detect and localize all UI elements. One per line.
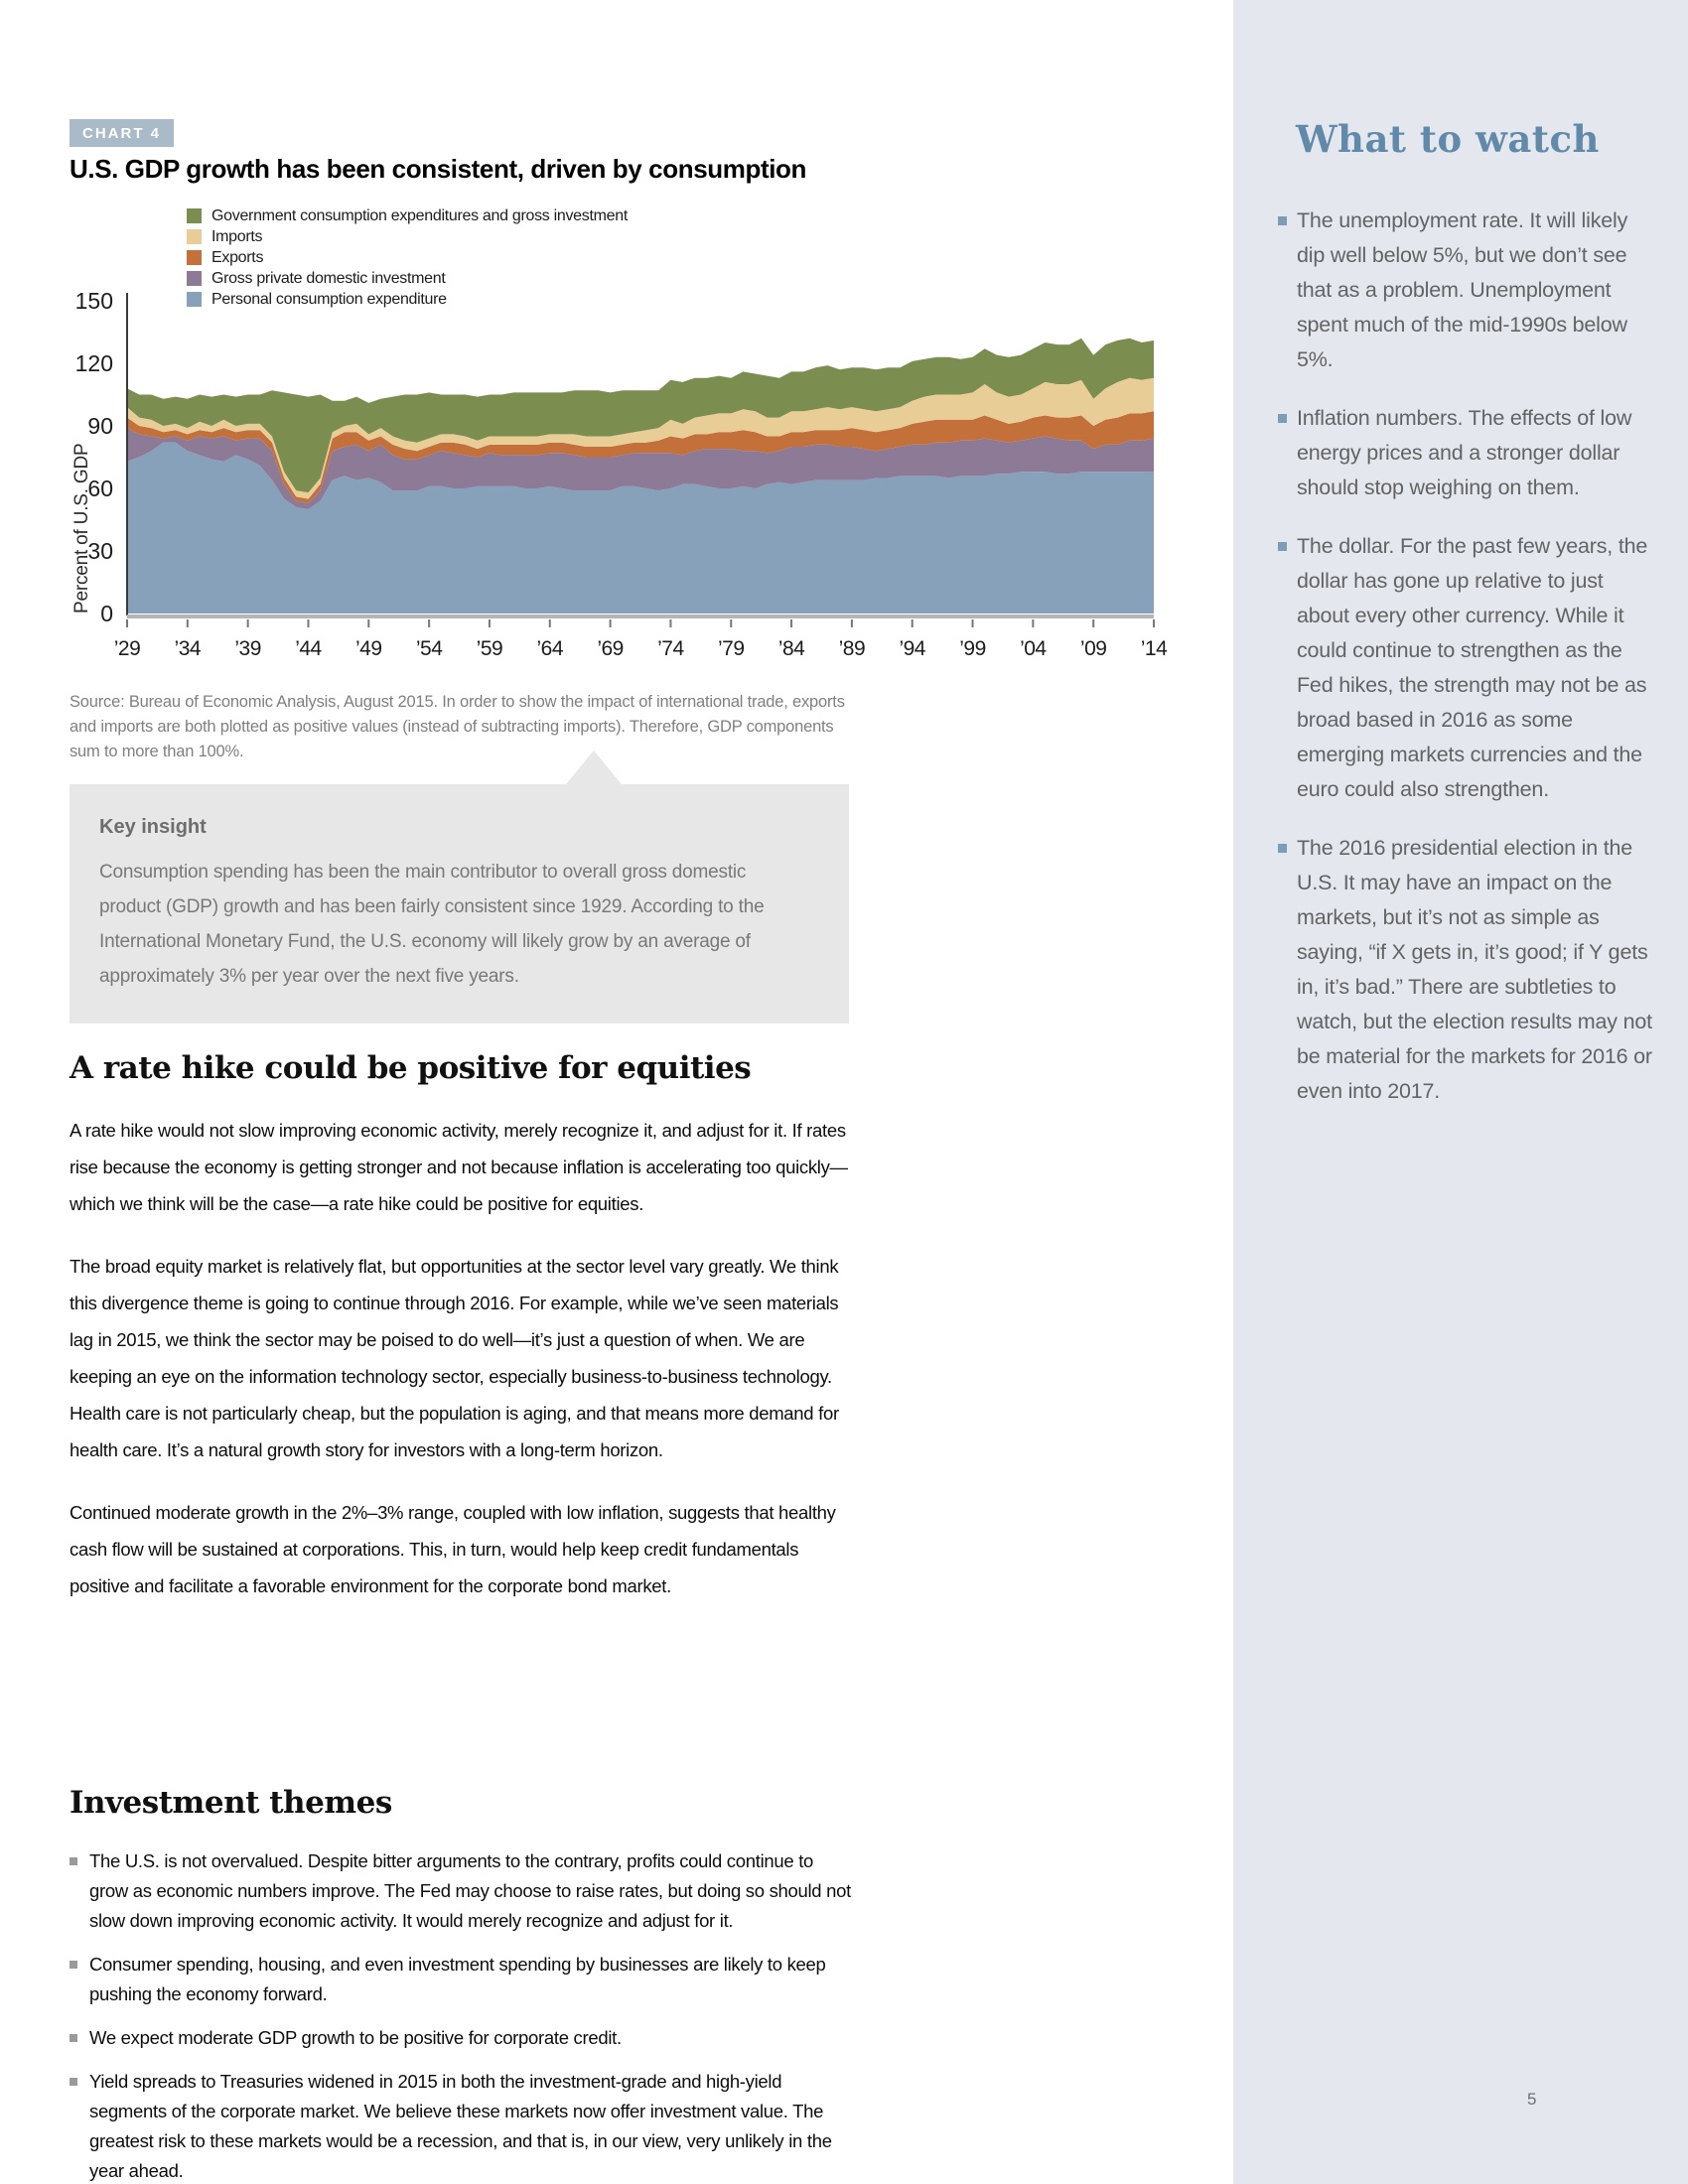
legend-swatch-icon [187, 250, 202, 265]
what-to-watch-sidebar [1233, 0, 1688, 2184]
body-paragraph: Continued moderate growth in the 2%–3% range, coupled with low inflation, suggests that healthy cash flow will be sustained at corporations. This, in turn, would help keep credit fundamentals positive and facilitate a favorable environment for the corporate bond market. [70, 1502, 836, 1596]
legend-swatch-icon [187, 208, 202, 223]
section-paragraphs [70, 1112, 854, 1604]
sidebar-list-item: The dollar. For the past few years, the dollar has gone up relative to just about every other currency. While it could continue to strengthen as the Fed hikes, the strength may not be as broad based in 2016 as some emerging markets currencies and the euro could also strengthen. [1278, 529, 1653, 807]
y-tick-label: 90 [87, 413, 113, 439]
legend-label: Exports [211, 248, 264, 266]
bullet-square-icon [70, 1961, 77, 1969]
legend-item-gross-private-investment [187, 268, 628, 289]
bullet-square-icon [1278, 542, 1287, 551]
sidebar-list-item: Inflation numbers. The effects of low energy prices and a stronger dollar should stop weighing on them. [1278, 401, 1653, 505]
chart-title: U.S. GDP growth has been consistent, driven by consumption [70, 154, 806, 184]
x-tick-label: ’44 [295, 637, 322, 660]
section-investment-themes [70, 1785, 854, 2184]
bullet-square-icon [70, 2034, 77, 2042]
legend-item-exports [187, 247, 628, 268]
legend-label: Government consumption expenditures and gross investment [211, 206, 628, 224]
theme-bullet-item: Consumer spending, housing, and even investment spending by businesses are likely to keep pushing the economy forward. [70, 1950, 854, 2009]
legend-label: Imports [211, 227, 263, 245]
bullet-square-icon [1278, 216, 1287, 225]
x-tick-label: ’09 [1079, 637, 1107, 660]
body-paragraph: A rate hike would not slow improving economic activity, merely recognize it, and adjust for it. If rates rise because the economy is getting stronger and not because inflation is accelerating too quickly—which we think will be the case—a rate hike could be positive for equities. [70, 1120, 848, 1214]
legend-swatch-icon [187, 271, 202, 286]
x-tick-label: ’89 [838, 637, 866, 660]
x-tick-label: ’34 [174, 637, 202, 660]
legend-label: Personal consumption expenditure [211, 290, 447, 308]
callout-notch [566, 751, 622, 784]
key-insight-box [70, 784, 849, 1024]
section-heading: A rate hike could be positive for equities [70, 1050, 752, 1086]
x-tick-label: ’59 [476, 637, 503, 660]
sidebar-bullet-list [1278, 204, 1653, 1133]
section-heading: Investment themes [70, 1785, 392, 1821]
y-tick-label: 60 [87, 476, 113, 501]
theme-bullet-item: The U.S. is not overvalued. Despite bitter arguments to the contrary, profits could continue to grow as economic numbers improve. The Fed may choose to raise rates, but doing so should not slow down improving economic activity. It would merely recognize and adjust for it. [70, 1846, 854, 1936]
themes-bullet-list [70, 1846, 854, 2184]
theme-bullet-item: Yield spreads to Treasuries widened in 2015 in both the investment-grade and high-yield segments of the corporate market. We believe these markets now offer investment value. The greatest risk to these markets would be a recession, and that is, in our view, very unlikely in the year ahead. [70, 2067, 854, 2184]
legend-swatch-icon [187, 229, 202, 244]
chart-source-note: Source: Bureau of Economic Analysis, August 2015. In order to show the impact of international trade, exports and imports are both plotted as positive values (instead of subtracting imports). Therefore, GDP components sum to more than 100%. [70, 692, 845, 760]
x-tick-label: ’74 [657, 637, 684, 660]
x-tick-label: ’14 [1140, 637, 1168, 660]
section-rate-hike [70, 1050, 854, 1630]
sidebar-list-item: The 2016 presidential election in the U.S. It may have an impact on the markets, but it’s not as simple as saying, “if X gets in, it’s good; if Y gets in, it’s bad.” There are subtleties to watch, but the election results may not be material for the markets for 2016 or even into 2017. [1278, 831, 1653, 1109]
body-paragraph: The broad equity market is relatively flat, but opportunities at the sector level vary greatly. We think this divergence theme is going to continue through 2016. For example, while we’ve seen materials lag in 2015, we think the sector may be poised to do well—it’s just a question of when. We are keeping an eye on the information technology sector, especially business-to-business technology. Health care is not particularly cheap, but the population is aging, and that means more demand for health care. It’s a natural growth story for investors with a long-term horizon. [70, 1256, 839, 1460]
x-tick-label: ’69 [597, 637, 624, 660]
x-tick-label: ’54 [415, 637, 443, 660]
legend-item-imports [187, 226, 628, 247]
x-tick-label: ’04 [1020, 637, 1047, 660]
x-tick-label: ’79 [717, 637, 745, 660]
bullet-square-icon [1278, 844, 1287, 853]
bullet-square-icon [1278, 414, 1287, 423]
sidebar-heading: What to watch [1296, 117, 1600, 161]
x-tick-label: ’99 [959, 637, 986, 660]
y-tick-label: 120 [74, 350, 113, 376]
gdp-stacked-area-chart [70, 204, 1172, 665]
bullet-square-icon [70, 2078, 77, 2086]
y-tick-label: 30 [87, 538, 113, 564]
x-tick-label: ’94 [899, 637, 925, 660]
legend-label: Gross private domestic investment [211, 269, 446, 287]
x-tick-label: ’49 [355, 637, 382, 660]
x-tick-label: ’84 [777, 637, 805, 660]
legend-item-government [187, 205, 628, 226]
x-tick-label: ’29 [113, 637, 141, 660]
legend-swatch-icon [187, 292, 202, 307]
key-insight-heading: Key insight [99, 816, 207, 838]
x-tick-label: ’39 [234, 637, 261, 660]
y-tick-label: 0 [100, 601, 113, 626]
chart-badge: CHART 4 [70, 119, 174, 147]
y-axis-label: Percent of U.S. GDP [71, 443, 92, 614]
sidebar-list-item: The unemployment rate. It will likely dip well below 5%, but we don’t see that as a problem. Unemployment spent much of the mid-1990s below 5%. [1278, 204, 1653, 377]
bullet-square-icon [70, 1857, 77, 1865]
chart-legend [187, 205, 628, 310]
y-tick-label: 150 [74, 288, 113, 314]
theme-bullet-item: We expect moderate GDP growth to be positive for corporate credit. [70, 2023, 854, 2053]
x-tick-label: ’64 [536, 637, 564, 660]
legend-item-personal-consumption [187, 289, 628, 310]
key-insight-body: Consumption spending has been the main contributor to overall gross domestic product (GDP) growth and has been fairly consistent since 1929. According to the International Monetary Fund, the U.S. economy will likely grow by an average of approximately 3% per year over the next five years. [99, 862, 765, 987]
page-number: 5 [1527, 2090, 1537, 2109]
